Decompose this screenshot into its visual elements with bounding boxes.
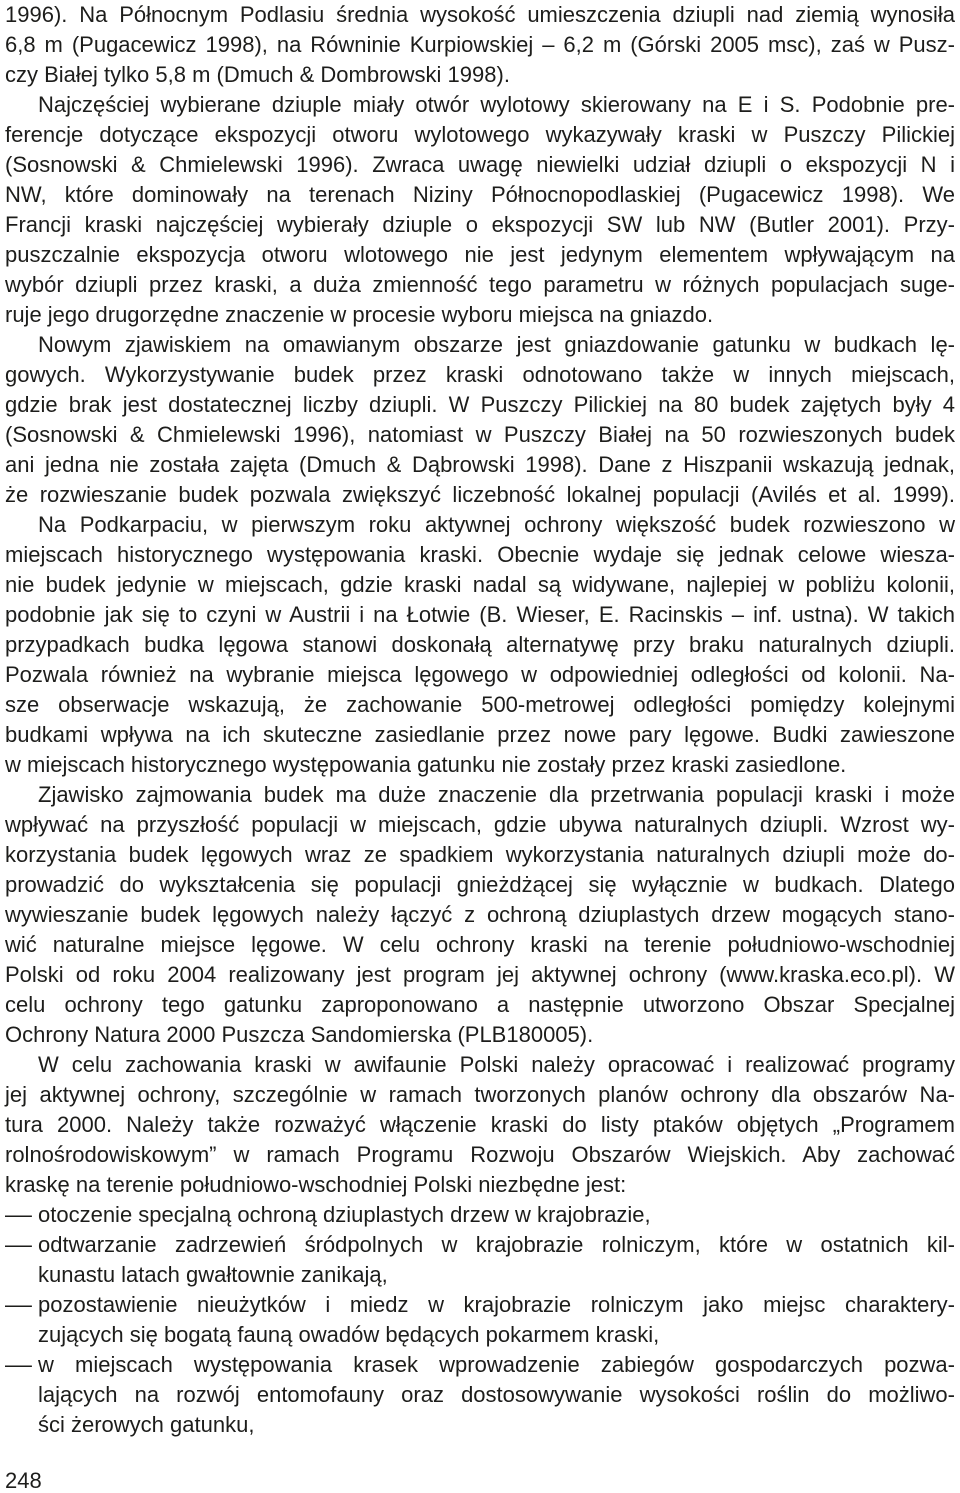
text-line: ani jedna nie została zajęta (Dmuch & Dąbrowski 1998). Dane z Hiszpanii wskazują jednak, bbox=[5, 452, 955, 477]
paragraph bbox=[5, 330, 955, 510]
text-line: pozostawienie nieużytków i miedz w krajobrazie rolniczym jako miejsc charaktery- bbox=[38, 1292, 955, 1317]
list-dash-marker: – bbox=[5, 1202, 32, 1227]
text-line: 6,8 m (Pugacewicz 1998), na Równinie Kurpiowskiej – 6,2 m (Górski 2005 msc), zaś w Pusz- bbox=[5, 32, 955, 57]
text-line: (Sosnowski & Chmielewski 1996). Zwraca uwagę niewielki udział dziupli o ekspozycji N i bbox=[5, 152, 955, 177]
list-item bbox=[5, 1350, 955, 1440]
text-line: puszczalnie ekspozycja otworu wlotowego nie jest jedynym elementem wpływającym na bbox=[5, 242, 955, 267]
text-line: 1996). Na Północnym Podlasiu średnia wysokość umieszczenia dziupli nad ziemią wynosiła bbox=[5, 2, 955, 27]
text-line: w miejscach występowania krasek wprowadzenie zabiegów gospodarczych pozwa- bbox=[38, 1352, 955, 1377]
text-line: budkami wpływa na ich skuteczne zasiedlanie przez nowe pary lęgowe. Budki zawieszone bbox=[5, 722, 955, 747]
text-line: lających na rozwój entomofauny oraz dostosowywanie wysokości roślin do możliwo- bbox=[38, 1382, 955, 1407]
text-line: zujących się bogatą fauną owadów będących pokarmem kraski, bbox=[38, 1322, 660, 1347]
list-dash-marker: – bbox=[5, 1232, 32, 1257]
text-line: prowadzić do wykształcenia się populacji gnieżdżącej się wyłącznie w budkach. Dlatego bbox=[5, 872, 955, 897]
text-line: czy Białej tylko 5,8 m (Dmuch & Dombrowski 1998). bbox=[5, 62, 510, 87]
text-line: kunastu latach gwałtownie zanikają, bbox=[38, 1262, 388, 1287]
text-line: przypadkach budka lęgowa stanowi doskonałą alternatywę przy braku naturalnych dziupli. bbox=[5, 632, 955, 657]
list-dash-marker: – bbox=[5, 1352, 32, 1377]
text-line: ferencje dotyczące ekspozycji otworu wylotowego wykazywały kraski w Puszczy Pilickiej bbox=[5, 122, 955, 147]
text-line: w miejscach historycznego występowania gatunku nie zostały przez kraski zasiedlone. bbox=[5, 752, 847, 777]
page-number: 248 bbox=[5, 1468, 42, 1493]
text-line: Pozwala również na wybranie miejsca lęgowego w odpowiedniej odległości od kolonii. Na- bbox=[5, 662, 955, 687]
bullet-list bbox=[5, 1200, 955, 1440]
list-item bbox=[5, 1230, 955, 1290]
paragraph bbox=[5, 90, 955, 330]
text-line: gowych. Wykorzystywanie budek przez kraski odnotowano także w innych miejscach, bbox=[5, 362, 955, 387]
text-line: rolnośrodowiskowym” w ramach Programu Rozwoju Obszarów Wiejskich. Aby zachować bbox=[5, 1142, 955, 1167]
text-line: nie budek jedynie w miejscach, gdzie kraski nadal są widywane, najlepiej w pobliżu kolonii, bbox=[5, 572, 955, 597]
text-line: Najczęściej wybierane dziuple miały otwór wylotowy skierowany na E i S. Podobnie pre- bbox=[38, 92, 955, 117]
text-line: Francji kraski najczęściej wybierały dziuple o ekspozycji SW lub NW (Butler 2001). Przy- bbox=[5, 212, 955, 237]
body-text bbox=[5, 0, 955, 1440]
list-item bbox=[5, 1200, 955, 1230]
text-line: W celu zachowania kraski w awifaunie Polski należy opracować i realizować programy bbox=[38, 1052, 955, 1077]
text-line: tura 2000. Należy także rozważyć włączenie kraski do listy ptaków objętych „Programem bbox=[5, 1112, 955, 1137]
list-item bbox=[5, 1290, 955, 1350]
text-line: sze obserwacje wskazują, że zachowanie 500-metrowej odległości pomiędzy kolejnymi bbox=[5, 692, 955, 717]
text-line: Na Podkarpaciu, w pierwszym roku aktywnej ochrony większość budek rozwieszono w bbox=[38, 512, 955, 537]
text-line: ści żerowych gatunku, bbox=[38, 1412, 255, 1437]
text-line: kraskę na terenie południowo-wschodniej Polski niezbędne jest: bbox=[5, 1172, 627, 1197]
text-line: Zjawisko zajmowania budek ma duże znaczenie dla przetrwania populacji kraski i może bbox=[38, 782, 955, 807]
text-line: miejscach historycznego występowania kraski. Obecnie wydaje się jednak celowe wiesza- bbox=[5, 542, 955, 567]
text-line: Nowym zjawiskiem na omawianym obszarze jest gniazdowanie gatunku w budkach lę- bbox=[38, 332, 955, 357]
paragraph bbox=[5, 780, 955, 1050]
text-line: (Sosnowski & Chmielewski 1996), natomiast w Puszczy Białej na 50 rozwieszonych budek bbox=[5, 422, 955, 447]
text-line: otoczenie specjalną ochroną dziuplastych drzew w krajobrazie, bbox=[38, 1202, 651, 1227]
text-line: korzystania budek lęgowych wraz ze spadkiem wykorzystania naturalnych dziupli może do- bbox=[5, 842, 955, 867]
text-line: jej aktywnej ochrony, szczególnie w ramach tworzonych planów ochrony dla obszarów Na- bbox=[5, 1082, 955, 1107]
text-line: Ochrony Natura 2000 Puszcza Sandomierska (PLB180005). bbox=[5, 1022, 594, 1047]
text-line: ruje jego drugorzędne znaczenie w procesie wyboru miejsca na gniazdo. bbox=[5, 302, 714, 327]
text-line: Polski od roku 2004 realizowany jest program jej aktywnej ochrony (www.kraska.eco.pl). W bbox=[5, 962, 955, 987]
text-line: wić naturalne miejsce lęgowe. W celu ochrony kraski na terenie południowo-wschodniej bbox=[5, 932, 955, 957]
paragraph bbox=[5, 0, 955, 90]
text-line: celu ochrony tego gatunku zaproponowano a następnie utworzono Obszar Specjalnej bbox=[5, 992, 955, 1017]
text-line: NW, które dominowały na terenach Niziny Północnopodlaskiej (Pugacewicz 1998). We bbox=[5, 182, 955, 207]
text-line: wywieszanie budek lęgowych należy łączyć z ochroną dziuplastych drzew mogących stano- bbox=[5, 902, 955, 927]
text-line: podobnie jak się to czyni w Austrii i na Łotwie (B. Wieser, E. Racinskis – inf. ustna). W takich bbox=[5, 602, 955, 627]
list-dash-marker: – bbox=[5, 1292, 32, 1317]
text-line: że rozwieszanie budek pozwala zwiększyć liczebność lokalnej populacji (Avilés et al. 1999). bbox=[5, 482, 955, 507]
text-line: wpływać na przyszłość populacji w miejscach, gdzie ubywa naturalnych dziupli. Wzrost wy- bbox=[5, 812, 955, 837]
paragraph bbox=[5, 1050, 955, 1200]
text-line: gdzie brak jest dostatecznej liczby dziupli. W Puszczy Pilickiej na 80 budek zajętych były 4 bbox=[5, 392, 955, 417]
text-line: odtwarzanie zadrzewień śródpolnych w krajobrazie rolniczym, które w ostatnich kil- bbox=[38, 1232, 955, 1257]
text-line: wybór dziupli przez kraski, a duża zmienność tego parametru w różnych populacjach suge- bbox=[5, 272, 955, 297]
paragraph bbox=[5, 510, 955, 780]
